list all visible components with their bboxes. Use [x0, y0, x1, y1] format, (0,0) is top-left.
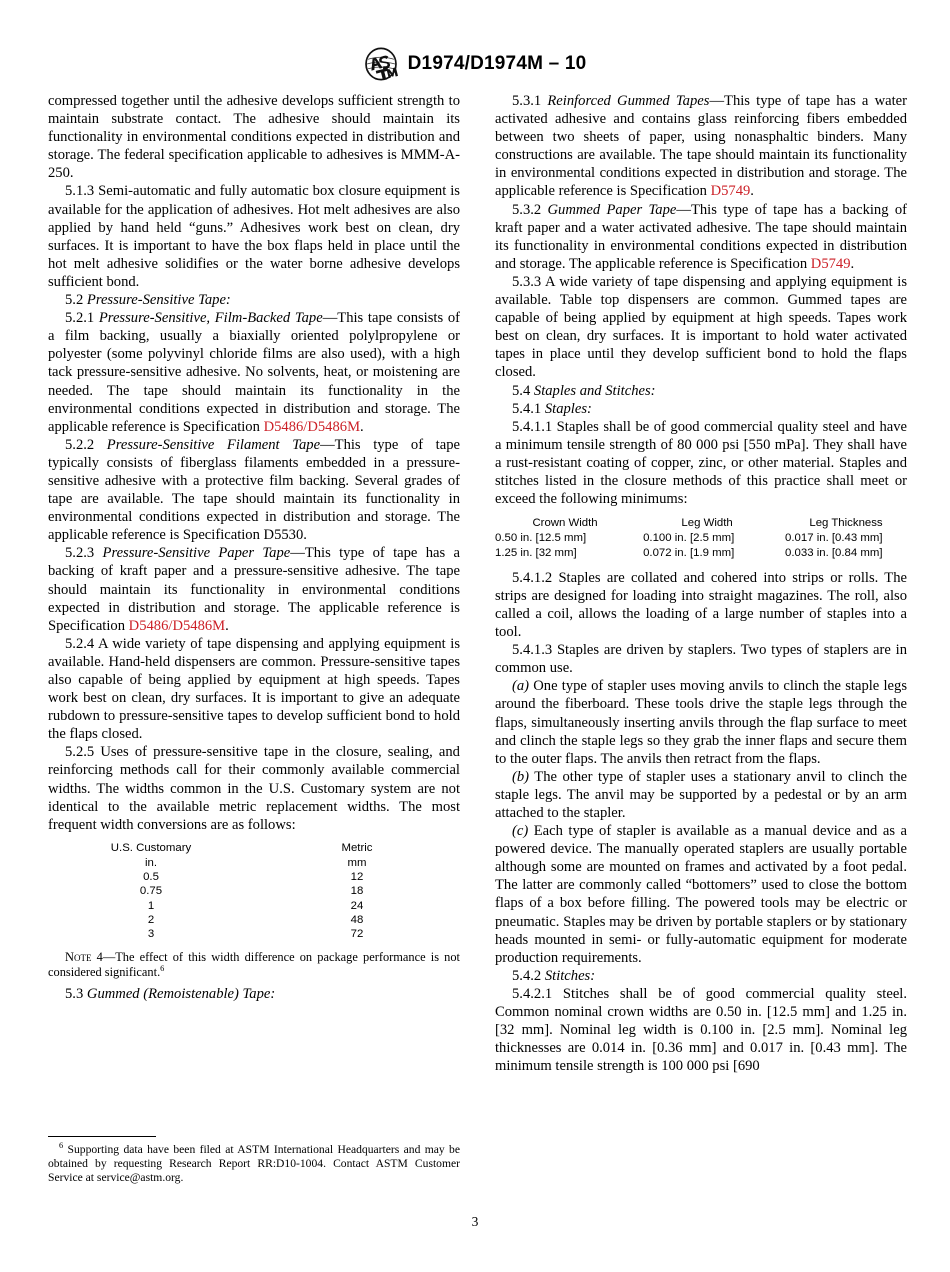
footnote-separator-rule [48, 1136, 156, 1137]
section-title: Staples: [544, 400, 592, 417]
right-column [495, 92, 907, 1075]
paragraph-5-2-1 [48, 309, 460, 436]
paragraph-5-4-2-1 [495, 985, 907, 1075]
cell-metric-value: 48 [350, 913, 364, 926]
section-title: Pressure-Sensitive Tape: [86, 292, 231, 309]
paragraph-5-2-5 [48, 743, 460, 833]
section-number: 5.1.3 [65, 183, 95, 200]
note-4 [48, 950, 460, 979]
paragraph-text: The other type of stapler uses a stationary anvil to clinch the staple legs. The anvil may be supported by a pedestal or by an arm attached to the stapler. [495, 768, 907, 821]
section-number: 5.4.2 [512, 967, 542, 984]
paragraph-5-1-2-continued: compressed together until the adhesive develops sufficient strength to maintain substrate contact. The adhesive should maintain its functionality in environmental conditions expected in distribution and storage. The federal specification applicable to adhesives is MMM-A-250. [48, 93, 460, 182]
item-label: (c) [512, 823, 529, 840]
note-number: 4 [96, 950, 103, 965]
item-label: (a) [512, 678, 530, 695]
cell-us-value: 1 [147, 899, 155, 912]
section-number: 5.4.2.1 [512, 985, 553, 1002]
footnote-marker[interactable]: 6 [160, 963, 165, 973]
paragraph-text-tail: . [850, 255, 855, 272]
paragraph-item-a [495, 677, 907, 767]
paragraph-5-3-2 [495, 201, 907, 273]
paragraph-5-1-3 [48, 182, 460, 291]
specification-reference-link[interactable]: D5486/D5486M [263, 418, 361, 435]
item-label: (b) [512, 768, 530, 785]
paragraph-text-tail: . [750, 183, 754, 200]
astm-logo-icon [364, 47, 398, 81]
cell-metric-value: 18 [350, 885, 364, 898]
paragraph-5-2-2 [48, 436, 460, 545]
table-header-row [495, 516, 907, 531]
cell-leg-thickness: 0.017 in. [0.43 mm] [785, 532, 883, 545]
paragraph-5-2-4 [48, 635, 460, 744]
note-text: —The effect of this width difference on package performance is not considered significant. [48, 950, 460, 979]
paragraph-5-4-1-2 [495, 569, 907, 641]
cell-leg-thickness: 0.033 in. [0.84 mm] [785, 546, 883, 559]
paragraph-text: Staples are driven by staplers. Two types of staplers are in common use. [495, 642, 908, 677]
section-number: 5.4.1.1 [512, 418, 553, 435]
specification-reference-link[interactable]: D5749 [810, 255, 851, 272]
column-header-metric: Metric [341, 841, 373, 854]
table-header-row [48, 841, 460, 856]
paragraph-text: A wide variety of tape dispensing and applying equipment is available. Hand-held dispensers are common. Pressure-sensitive tapes also capable of being applied by equipment at high speeds. Tapes work best on clean, dry surfaces. It is important to give an adequate rubdown to pressure-sensitive tapes to develop sufficient bond to hold the flaps closed. [48, 635, 461, 743]
table-row [48, 899, 460, 913]
specification-reference-link[interactable]: D5486/D5486M [128, 617, 226, 634]
footnote-marker: 6 [59, 1141, 64, 1151]
cell-crown-width: 0.50 in. [12.5 mm] [495, 532, 587, 545]
paragraph-5-3-1 [495, 92, 907, 201]
paragraph-text-tail: . [360, 418, 364, 435]
cell-us-value: 2 [147, 913, 155, 926]
section-number: 5.3.3 [512, 273, 542, 290]
section-number: 5.2.4 [65, 635, 95, 652]
cell-metric-value: 72 [350, 928, 364, 941]
paragraph-text: —This tape consists of a film backing, usually a biaxially oriented polylpropylene or polyester (some polyvinyl chloride films are also used), with a high tack pressure-sensitive adhesive. No solvents, heat, or moistening are needed. The tape should maintain its functionality in the environmental conditions expected in distribution and storage. The applicable reference is Specification [48, 310, 461, 435]
paragraph-text: —This type of tape typically consists of fiberglass filaments embedded in a pressure-sensitive adhesive with a protective film backing. Several grades of tape are available. The tape should maintain its functionality in environmental conditions expected in distribution and storage. The applicable reference is Specification D5530. [48, 436, 460, 544]
footnote-6 [48, 1143, 460, 1185]
section-number: 5.4.1 [512, 400, 542, 417]
table-row [48, 927, 460, 941]
section-title: Pressure-Sensitive Paper Tape [102, 545, 291, 562]
section-title: Reinforced Gummed Tapes [547, 93, 710, 109]
section-number: 5.3 [65, 986, 84, 1003]
section-number: 5.3.1 [512, 93, 542, 109]
column-header-leg-thickness: Leg Thickness [809, 517, 883, 530]
section-title: Pressure-Sensitive Filament Tape [106, 436, 321, 453]
paragraph-text: Staples shall be of good commercial quality steel and have a minimum tensile strength of 80 000 psi [550 mPa]. They shall have a rust-resistant coating of copper, zinc, or other material. Staples and stitches listed in the closure methods of this practice shall meet or exceed the following minimums: [495, 418, 907, 508]
heading-5-3 [48, 985, 460, 1003]
paragraph-item-c [495, 822, 907, 967]
specification-reference-link[interactable]: D5749 [710, 183, 751, 200]
paragraph-5-4-1-3 [495, 641, 907, 677]
section-number: 5.2.2 [65, 436, 95, 453]
table-row [48, 884, 460, 898]
column-header-us-customary: U.S. Customary [110, 841, 192, 854]
paragraph-text: —This type of tape has a backing of kraft paper and a water activated adhesive. The tape should maintain its functionality in environmental conditions expected in distribution and storage. The applicable reference is Specification [495, 201, 908, 272]
footnote-text: Supporting data have been filed at ASTM International Headquarters and may be obtained by requesting Research Report RR:D10-1004. Contact ASTM Customer Service at service@astm.org. [48, 1143, 460, 1185]
document-designation: D1974/D1974M – 10 [407, 53, 587, 74]
section-number: 5.4.1.2 [512, 569, 553, 586]
cell-unit-mm: mm [347, 857, 367, 870]
paragraph-text: Each type of stapler is available as a manual device and as a powered device. The manually operated staplers are usually portable although some are mounted on frames and activated by a foot pedal. The latter are commonly called “bottomers” used to close the bottom flaps of a box before filling. The powered tools may be electric or pneumatic. Staples may be driven by portable staplers or by stationary heads mounted in semi- or fully-automatic equipment for moderate production requirements. [495, 823, 907, 966]
body-columns [48, 92, 906, 1075]
table-row [495, 546, 907, 560]
heading-5-4 [495, 382, 907, 400]
heading-5-2 [48, 291, 460, 309]
table-row [48, 913, 460, 927]
table-row [48, 870, 460, 884]
cell-metric-value: 12 [350, 871, 364, 884]
column-header-crown-width: Crown Width [532, 517, 598, 530]
section-number: 5.2.5 [65, 744, 95, 761]
paragraph-5-3-3 [495, 273, 907, 382]
section-number: 5.4 [512, 382, 531, 399]
cell-us-value: 0.5 [143, 871, 159, 884]
cell-us-value: 3 [147, 928, 155, 941]
section-number: 5.2.3 [65, 545, 95, 562]
paragraph-item-b [495, 768, 907, 822]
section-title: Staples and Stitches: [533, 382, 656, 399]
paragraph-text: One type of stapler uses moving anvils to clinch the staple legs around the fiberboard. These tools drive the staple legs through the flaps, simultaneously inserting anvils through the flap surface to meet and clinch the staple legs so they grab the inner flaps and secure them to the outer flaps. The anvils then retract from the flaps. [495, 678, 907, 767]
heading-5-4-1 [495, 400, 907, 418]
table-row-units [48, 856, 460, 870]
page-header [0, 44, 950, 84]
left-column [48, 92, 460, 1075]
section-number: 5.4.1.3 [512, 642, 553, 659]
cell-crown-width: 1.25 in. [32 mm] [495, 546, 577, 559]
paragraph-text: Stitches shall be of good commercial quality steel. Common nominal crown widths are 0.50 in. [12.5 mm] and 1.25 in. [32 mm]. Nominal leg width is 0.100 in. [2.5 mm]. Nominal leg thicknesses are 0.014 in. [0.36 mm] and 0.017 in. [0.43 mm]. The minimum tensile strength is 100 000 psi [690 [495, 985, 908, 1075]
paragraph-text: A wide variety of tape dispensing and applying equipment is available. Table top dispensers are common. Gummed tapes are capable of being applied by equipment at high speeds. Tapes work best on clean, dry surfaces. It is important to hold water activated tapes in place until they develop sufficient bond to hold the flaps closed. [495, 273, 908, 381]
section-number: 5.2.1 [65, 310, 95, 327]
note-label: Note [65, 950, 92, 965]
paragraph-text: Staples are collated and cohered into strips or rolls. The strips are designed for loading into straight magazines. The roll, also called a coil, allows the loading of a large number of staples into a tool. [495, 569, 907, 641]
paragraph-text: —This type of tape has a water activated adhesive and contains glass reinforcing fibers embedded between two sheets of paper, using nonasphaltic binders. Many constructions are available. The tape should maintain its functionality in environmental conditions expected in distribution and storage. The applicable reference is Specification [495, 93, 907, 200]
paragraph-5-2-3 [48, 544, 460, 634]
paragraph-text: —This type of tape has a backing of kraft paper and a pressure-sensitive adhesive. The tape should maintain its functionality in environmental conditions expected in distribution and storage. The applicable reference is Specification [48, 545, 460, 634]
cell-leg-width: 0.100 in. [2.5 mm] [643, 532, 735, 545]
heading-5-4-2 [495, 967, 907, 985]
paragraph-5-4-1-1 [495, 418, 907, 508]
section-title: Gummed (Remoistenable) Tape: [86, 986, 276, 1003]
footnote-block [48, 1136, 460, 1185]
section-title: Pressure-Sensitive, Film-Backed Tape [98, 310, 323, 327]
page-number: 3 [471, 1214, 479, 1229]
paragraph-text: Uses of pressure-sensitive tape in the closure, sealing, and reinforcing methods call for their commonly available commercial widths. The widths common in the U.S. Customary system are not identical to the available metric replacement widths. The most frequent width conversions are as follows: [48, 744, 460, 833]
width-conversion-table [48, 841, 460, 941]
cell-metric-value: 24 [350, 899, 364, 912]
section-number: 5.2 [65, 292, 84, 309]
paragraph-text-tail: . [225, 617, 229, 634]
column-header-leg-width: Leg Width [681, 517, 733, 530]
paragraph-text: Semi-automatic and fully automatic box closure equipment is available for the application of adhesives. Hot melt adhesives are also applied by hand held “guns.” Adhesives work best on clean, dry surfaces. It is important to have the box flaps held in place until the hot melt adhesive solidifies or the water borne adhesive develops sufficient bond. [48, 183, 460, 290]
table-row [495, 531, 907, 545]
section-title: Stitches: [544, 967, 596, 984]
section-number: 5.3.2 [512, 201, 542, 218]
cell-unit-in: in. [144, 857, 158, 870]
staple-dimensions-table [495, 516, 907, 560]
cell-us-value: 0.75 [139, 885, 163, 898]
cell-leg-width: 0.072 in. [1.9 mm] [643, 546, 735, 559]
section-title: Gummed Paper Tape [547, 201, 677, 218]
